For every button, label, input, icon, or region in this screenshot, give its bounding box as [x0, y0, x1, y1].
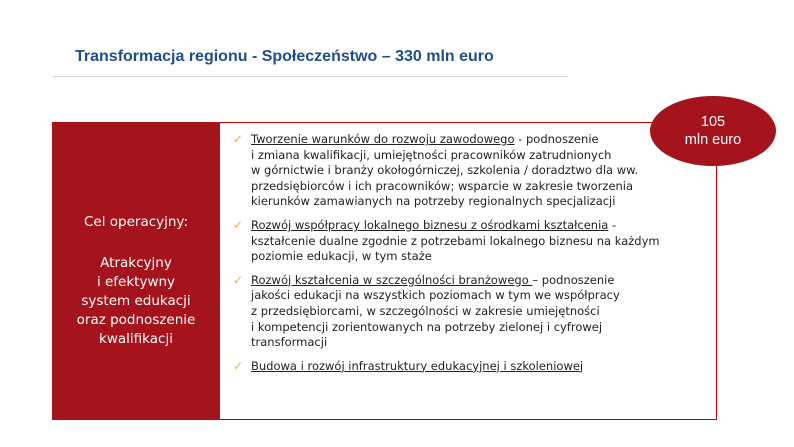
- title-divider: [52, 76, 568, 77]
- bullet-text: poziomie edukacji, w tym staże: [251, 249, 432, 264]
- measures-list: [233, 132, 711, 382]
- bullet-title: Tworzenie warunków do rozwoju zawodowego: [251, 132, 515, 146]
- budget-amount: 105: [700, 114, 726, 130]
- checkmark-icon: ✓: [233, 358, 244, 373]
- bullet-text: w górnictwie i branży okołogórniczej, szkolenia / doradztwo dla ww.: [251, 163, 639, 178]
- checkmark-icon: ✓: [233, 132, 244, 146]
- budget-badge: [650, 96, 776, 166]
- bullet-text: i zmiana kwalifikacji, umiejętności pracowników zatrudnionych: [251, 147, 612, 162]
- bullet-text: -: [608, 217, 617, 232]
- bullet-text: kierunków zamawianych na potrzeby regionalnych specjalizacji: [251, 194, 616, 209]
- operational-goal-text: [52, 254, 220, 349]
- bullet-text: z przedsiębiorcami, w szczególności w zakresie umiejętności: [251, 303, 600, 318]
- list-item: [233, 273, 711, 351]
- page-title: Transformacja regionu - Społeczeństwo – 330 mln euro: [75, 48, 494, 65]
- bullet-text: - podnoszenie: [514, 132, 599, 146]
- goal-line: system edukacji: [81, 293, 191, 309]
- budget-unit: mln euro: [684, 132, 742, 148]
- checkmark-icon: ✓: [233, 217, 244, 232]
- bullet-text: transformacji: [251, 335, 328, 350]
- list-item: [233, 218, 711, 265]
- bullet-text: kształcenie dualne zgodnie z potrzebami lokalnego biznesu na każdym: [251, 233, 660, 248]
- bullet-text: i kompetencji zorientowanych na potrzeby zielonej i cyfrowej: [251, 319, 603, 334]
- bullet-title: Rozwój współpracy lokalnego biznesu z ośrodkami kształcenia: [251, 217, 609, 232]
- goal-line: oraz podnoszenie: [76, 312, 196, 328]
- goal-line: Atrakcyjny: [100, 255, 172, 271]
- operational-goal-label: Cel operacyjny:: [83, 214, 188, 230]
- goal-line: i efektywny: [96, 274, 176, 290]
- list-item: [233, 132, 711, 210]
- bullet-title: Budowa i rozwój infrastruktury edukacyjnej i szkoleniowej: [251, 358, 584, 373]
- goal-line: kwalifikacji: [99, 331, 173, 347]
- checkmark-icon: ✓: [233, 272, 244, 287]
- bullet-text: – podnoszenie: [532, 272, 615, 287]
- operational-goal-panel: [52, 122, 220, 420]
- bullet-text: jakości edukacji na wszystkich poziomach w tym we współpracy: [251, 288, 620, 303]
- bullet-text: przedsiębiorców i ich pracowników; wsparcie w zakresie tworzenia: [251, 178, 634, 193]
- list-item: [233, 359, 711, 375]
- bullet-title: Rozwój kształcenia w szczególności branżowego: [251, 272, 533, 287]
